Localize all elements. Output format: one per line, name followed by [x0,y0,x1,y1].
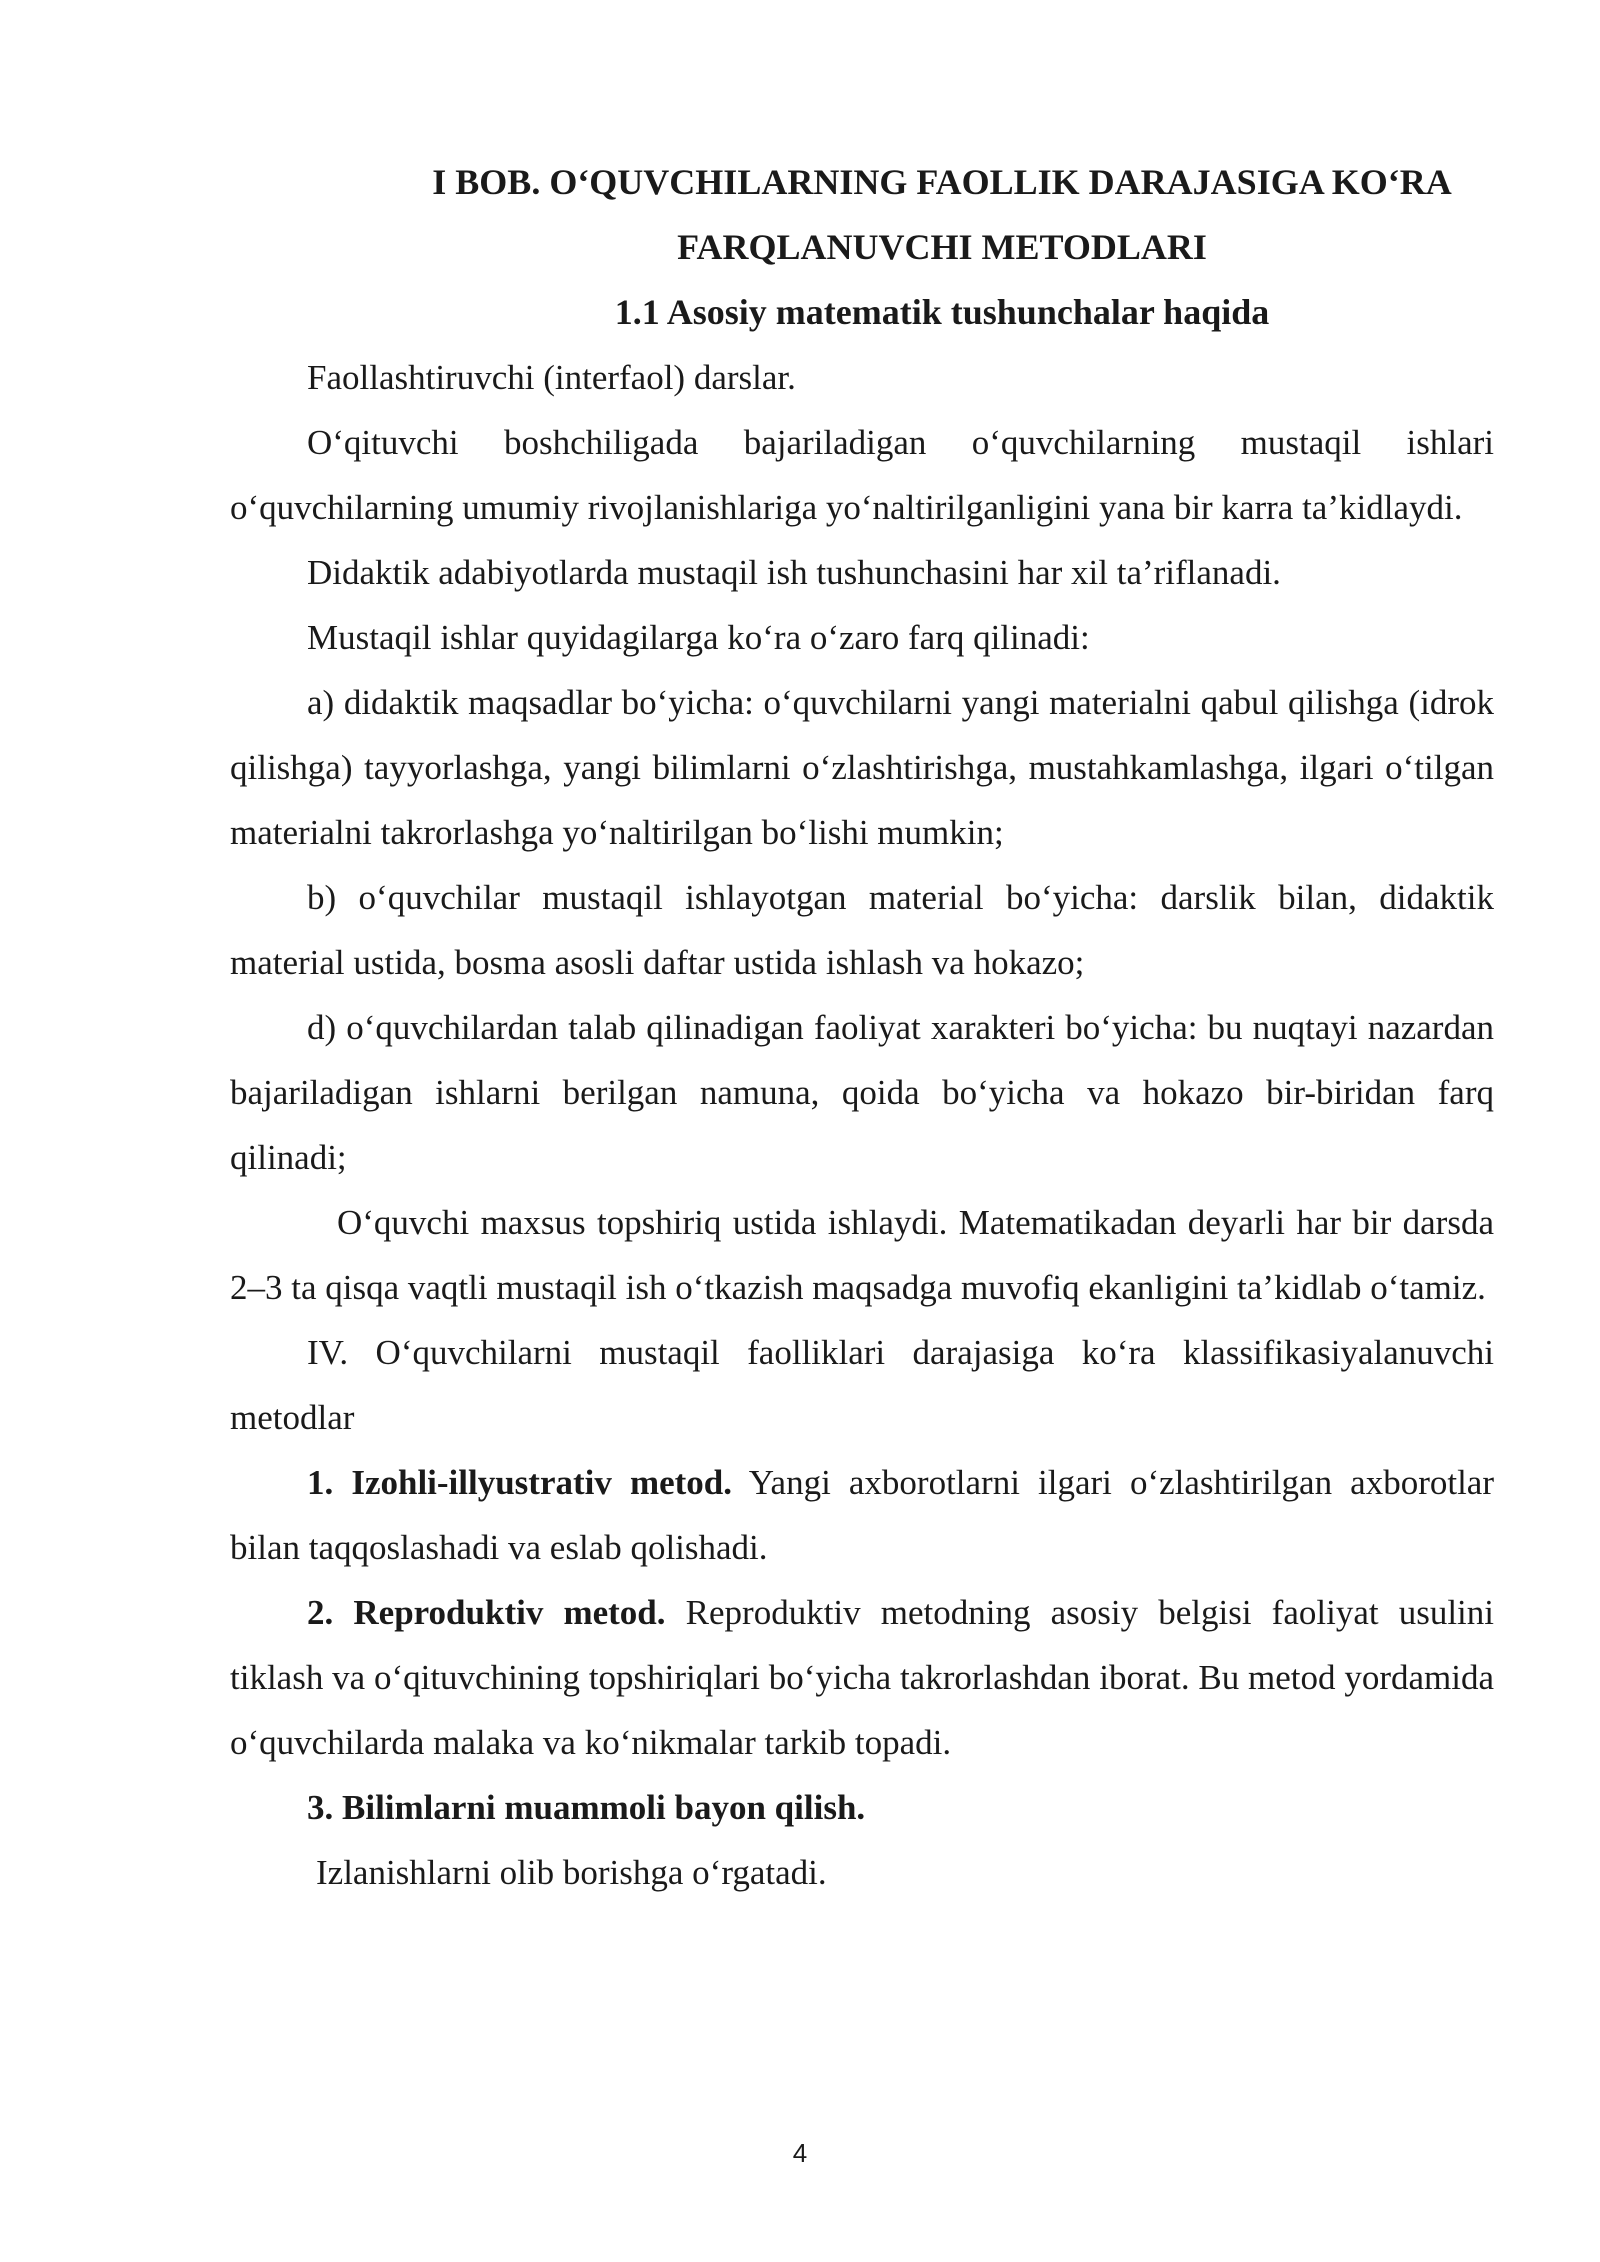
method-text-2: Reproduktiv metodning asosiy belgisi faoliyat usulini tiklash va o‘qituvchining topshiriqlari bo‘yicha takrorlashdan iborat. Bu metod yordamida o‘quvchilarda malaka va ko‘nikmalar tarkib topadi. [230,1593,1495,1762]
method-item-3 [230,1775,1494,1840]
paragraph-intro: Faollashtiruvchi (interfaol) darslar. [307,358,796,397]
paragraph-didactic-literature: Didaktik adabiyotlarda mustaqil ish tushunchasini har xil ta’riflanadi. [307,553,1281,592]
paragraph-item-a: a) didaktik maqsadlar bo‘yicha: o‘quvchilarni yangi materialni qabul qilishga (idrok qilishga) tayyorlashga, yangi bilimlarni o‘zlashtirishga, mustahkamlashga, ilgari o‘tilgan materialni takrorlashga yo‘naltirilgan bo‘lishi mumkin; [230,683,1494,852]
document-page [230,150,1494,1905]
chapter-title-line1: I BOB. O‘QUVCHILARNING FAOLLIK DARAJASIGA KO‘RA [432,162,1452,202]
method-text-1: Yangi axborotlarni ilgari o‘zlashtirilgan axborotlar bilan taqqoslashadi va eslab qolishadi. [230,1463,1494,1567]
paragraph-special-task: O‘quvchi maxsus topshiriq ustida ishlaydi. Matematikadan deyarli har bir darsda 2–3 ta qisqa vaqtli mustaqil ish o‘tkazish maqsadga muvofiq ekanligini ta’kidlab o‘tamiz. [230,1203,1494,1307]
method-title-2: 2. Reproduktiv metod. [307,1593,666,1632]
paragraph-closing: Izlanishlarni olib borishga o‘rgatadi. [316,1853,827,1892]
paragraph-teacher-guided: O‘qituvchi boshchiligada bajariladigan o‘quvchilarning mustaqil ishlari o‘quvchilarning umumiy rivojlanishlariga yo‘naltirilganligini yana bir karra ta’kidlaydi. [230,423,1494,527]
method-title-3: 3. Bilimlarni muammoli bayon qilish. [307,1788,866,1827]
page-number: 4 [792,2138,808,2168]
paragraph-item-d: d) o‘quvchilardan talab qilinadigan faoliyat xarakteri bo‘yicha: bu nuqtayi nazardan bajariladigan ishlarni berilgan namuna, qoida bo‘yicha va hokazo bir-biridan farq qilinadi; [230,1008,1494,1177]
section-title: 1.1 Asosiy matematik tushunchalar haqida [614,292,1270,332]
chapter-title-line2: FARQLANUVCHI METODLARI [677,227,1207,267]
paragraph-independent-work: Mustaqil ishlar quyidagilarga ko‘ra o‘zaro farq qilinadi: [307,618,1090,657]
paragraph-item-b: b) o‘quvchilar mustaqil ishlayotgan material bo‘yicha: darslik bilan, didaktik material ustida, bosma asosli daftar ustida ishlash va hokazo; [230,878,1494,982]
method-item-1 [230,1450,1494,1580]
paragraph-classification: IV. O‘quvchilarni mustaqil faolliklari darajasiga ko‘ra klassifikasiyalanuvchi metodlar [230,1333,1494,1437]
method-title-1: 1. Izohli-illyustrativ metod. [307,1463,733,1502]
method-item-2 [230,1580,1494,1775]
